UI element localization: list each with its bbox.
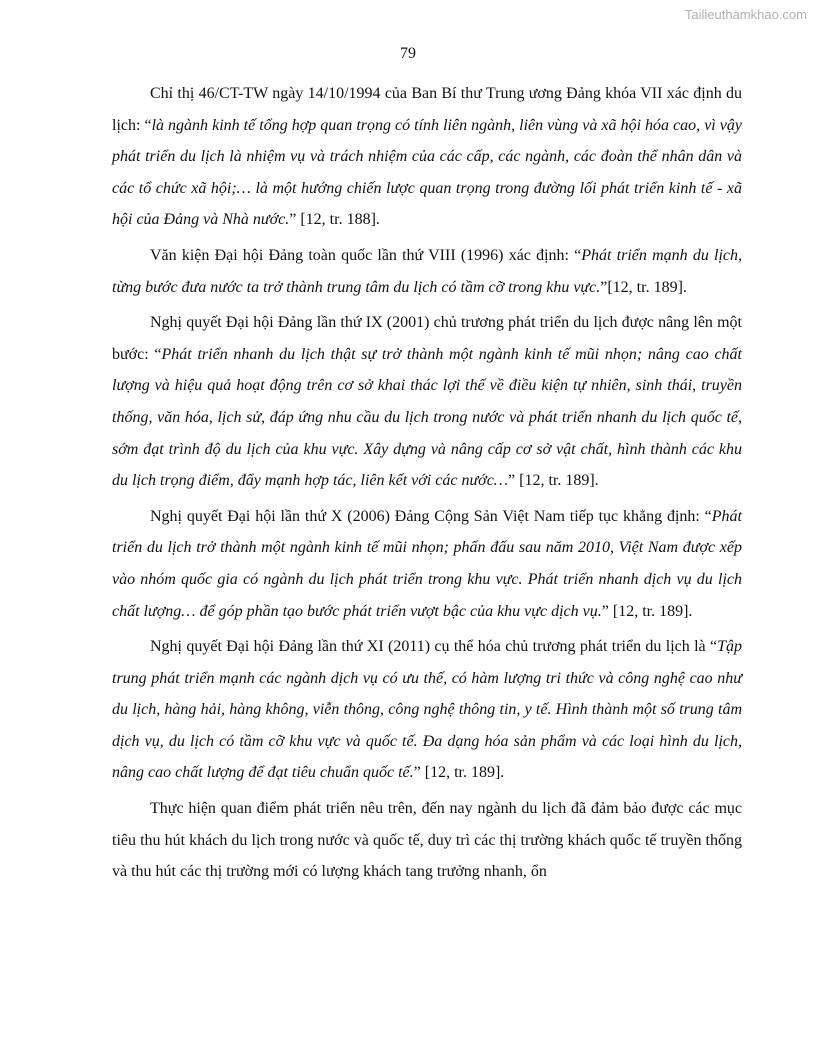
- text-run: Văn kiện Đại hội Đảng toàn quốc lần thứ VIII (1996) xác định: “: [150, 246, 582, 264]
- body-text: [112, 78, 742, 892]
- paragraph: [112, 631, 742, 789]
- text-run: Thực hiện quan điểm phát triển nêu trên, đến nay ngành du lịch đã đảm bảo được các mục tiêu thu hút khách du lịch trong nước và quốc tế, duy trì các thị trường khách quốc tế truyền thống và thu hút các thị trường mới có lượng khách tang trưởng nhanh, ổn: [112, 800, 742, 881]
- citation: ” [12, tr. 189].: [413, 764, 505, 782]
- quoted-text: Tập trung phát triển mạnh các ngành dịch vụ có ưu thế, có hàm lượng tri thức và công nghệ cao như du lịch, hàng hải, hàng không, viễn thông, công nghệ thông tin, y tế. Hình thành một số trung tâm dịch vụ, du lịch có tầm cỡ khu vực và quốc tế. Đa dạng hóa sản phẩm và các loại hình du lịch, nâng cao chất lượng để đạt tiêu chuẩn quốc tế.: [112, 638, 742, 782]
- text-run: Nghị quyết Đại hội lần thứ X (2006) Đảng Cộng Sản Việt Nam tiếp tục khẳng định: “: [150, 507, 712, 525]
- paragraph: [112, 793, 742, 888]
- paragraph: [112, 307, 742, 497]
- text-run: Nghị quyết Đại hội Đảng lần thứ IX (2001) chủ trương phát triển du lịch được nâng lên một bước: “: [112, 314, 742, 363]
- citation: ” [12, tr. 188].: [289, 211, 380, 229]
- quoted-text: Phát triển mạnh du lịch, từng bước đưa nước ta trở thành trung tâm du lịch có tầm cỡ trong khu vực.: [112, 246, 742, 296]
- watermark: Tailieuthamkhao.com: [684, 7, 807, 22]
- quoted-text: là ngành kinh tế tổng hợp quan trọng có tính liên ngành, liên vùng và xã hội hóa cao, vì vậy phát triển du lịch là nhiệm vụ và trách nhiệm của các cấp, các ngành, các đoàn thể nhân dân và các tổ chức xã hội;… là một hướng chiến lược quan trọng trong đường lối phát triển kinh tế - xã hội của Đảng và Nhà nước.: [112, 116, 742, 229]
- paragraph: [112, 78, 742, 236]
- citation: ”[12, tr. 189].: [600, 278, 687, 296]
- paragraph: [112, 240, 742, 303]
- citation: ” [12, tr. 189].: [601, 602, 693, 620]
- paragraph: [112, 501, 742, 627]
- quoted-text: Phát triển nhanh du lịch thật sự trở thành một ngành kinh tế mũi nhọn; nâng cao chất lượng và hiệu quả hoạt động trên cơ sở khai thác lợi thế về điều kiện tự nhiên, sinh thái, truyền thống, văn hóa, lịch sử, đáp ứng nhu cầu du lịch trong nước và phát triển nhanh du lịch quốc tế, sớm đạt trình độ du lịch của khu vực. Xây dựng và nâng cấp cơ sở vật chất, hình thành các khu du lịch trọng điểm, đẩy mạnh hợp tác, liên kết với các nước…: [112, 345, 742, 490]
- text-run: Chỉ thị 46/CT-TW ngày 14/10/1994 của Ban Bí thư Trung ương Đảng khóa VII xác định du lịch: “: [112, 85, 742, 134]
- text-run: Nghị quyết Đại hội Đảng lần thứ XI (2011) cụ thể hóa chủ trương phát triển du lịch là “: [150, 638, 718, 656]
- citation: ” [12, tr. 189].: [508, 472, 599, 490]
- quoted-text: Phát triển du lịch trở thành một ngành kinh tế mũi nhọn; phấn đấu sau năm 2010, Việt Nam được xếp vào nhóm quốc gia có ngành du lịch phát triển trong khu vực. Phát triển nhanh dịch vụ du lịch chất lượng… để góp phần tạo bước phát triển vượt bậc của khu vực dịch vụ.: [112, 507, 742, 620]
- page-number: 79: [400, 45, 416, 62]
